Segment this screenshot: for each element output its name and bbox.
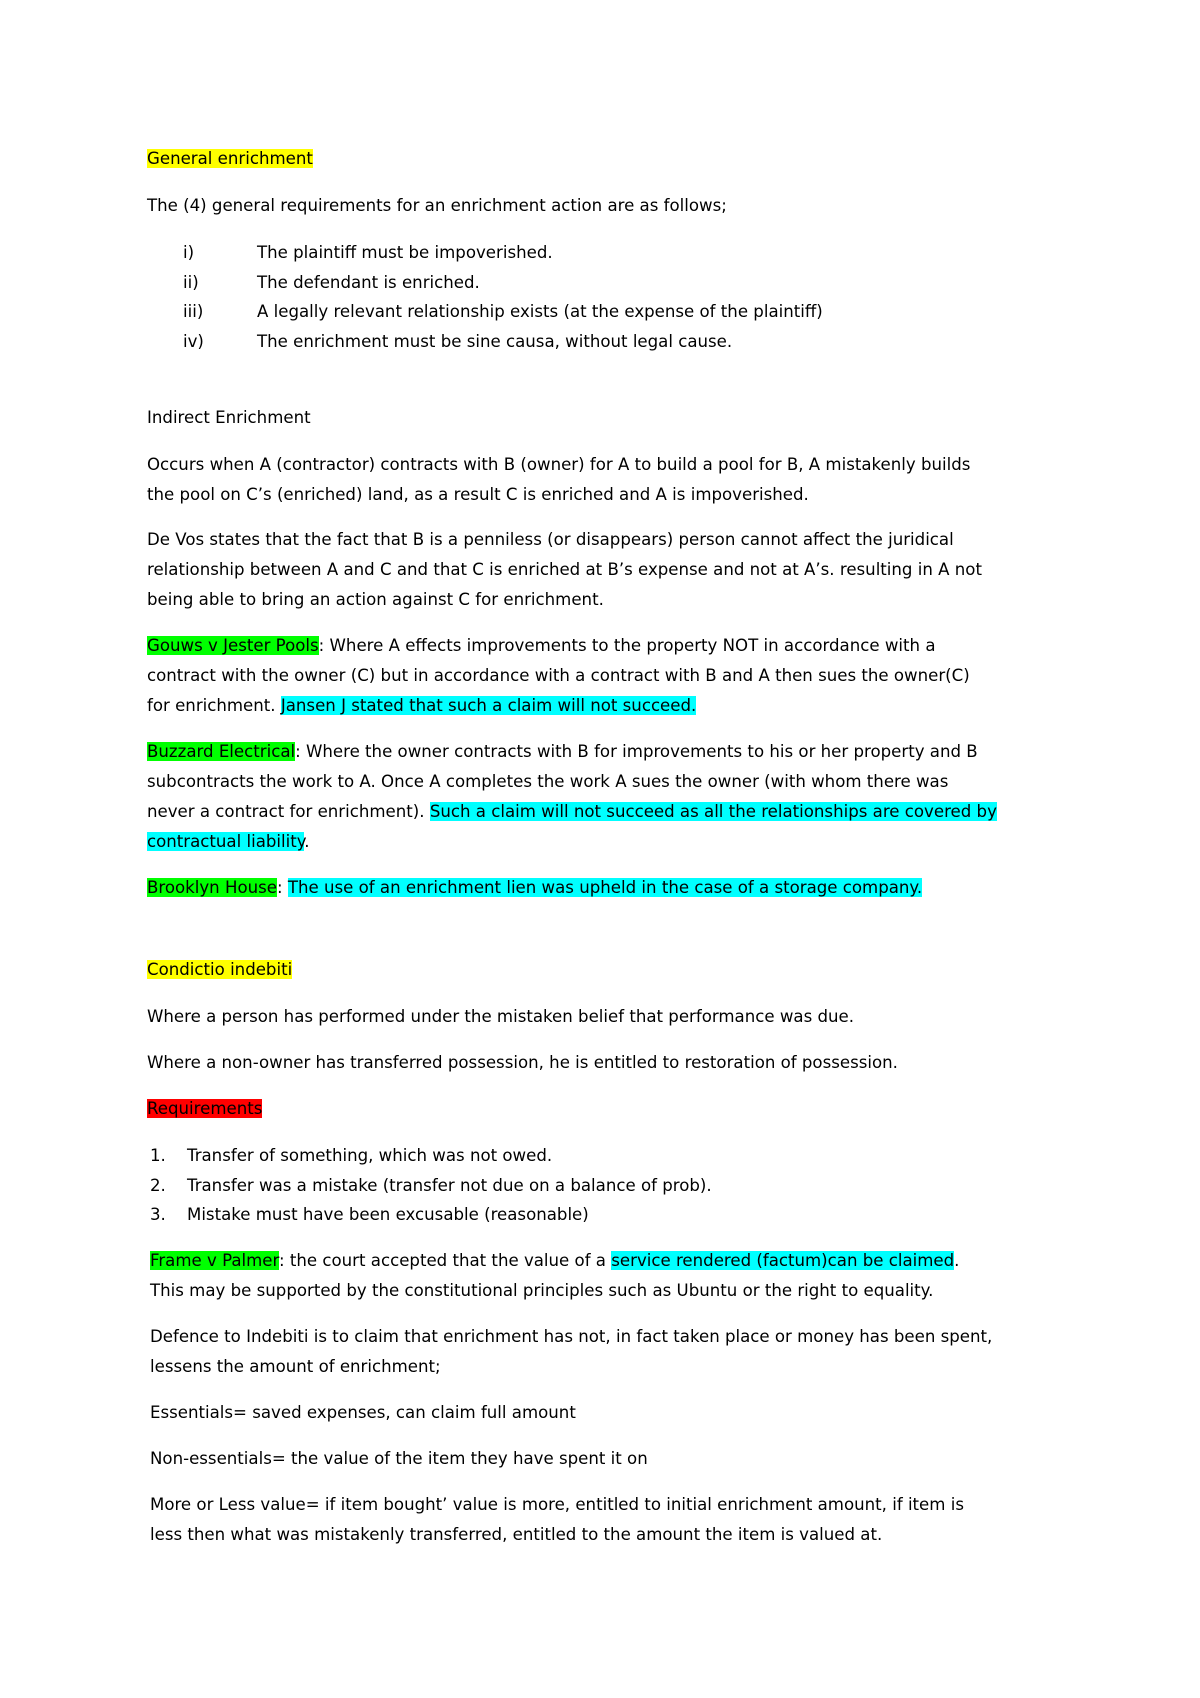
case-holding: The use of an enrichment lien was upheld in the case of a storage company. <box>287 878 923 897</box>
paragraph-line: lessens the amount of enrichment; <box>150 1357 441 1376</box>
list-item: The defendant is enriched. <box>257 273 480 292</box>
case-name: Gouws v Jester Pools <box>147 636 319 655</box>
section-heading-condictio-indebiti: Condictio indebiti <box>147 960 293 979</box>
paragraph-line: Where a person has performed under the mistaken belief that performance was due. <box>147 1007 855 1026</box>
list-item-number: 1. <box>150 1146 166 1165</box>
case-name: Frame v Palmer <box>150 1251 280 1270</box>
case-name: Buzzard Electrical <box>147 742 296 761</box>
paragraph-line: being able to bring an action against C for enrichment. <box>147 590 604 609</box>
general-intro: The (4) general requirements for an enrichment action are as follows; <box>147 196 727 215</box>
case-holding: service rendered (factum)can be claimed <box>611 1251 955 1270</box>
requirements-heading: Requirements <box>147 1099 263 1118</box>
case-paragraph-frame: Frame v Palmer: the court accepted that the value of a service rendered (factum)can be claimed. <box>150 1251 960 1270</box>
paragraph-line: Non-essentials= the value of the item they have spent it on <box>150 1449 648 1468</box>
list-item-number: i) <box>183 243 195 262</box>
list-item-number: iv) <box>183 332 204 351</box>
list-item: Transfer of something, which was not owed. <box>187 1146 553 1165</box>
list-item-number: 3. <box>150 1205 166 1224</box>
list-item: The plaintiff must be impoverished. <box>257 243 553 262</box>
paragraph-line: contract with the owner (C) but in accordance with a contract with B and A then sues the owner(C) <box>147 666 970 685</box>
paragraph-line: Essentials= saved expenses, can claim full amount <box>150 1403 576 1422</box>
list-item: A legally relevant relationship exists (at the expense of the plaintiff) <box>257 302 823 321</box>
section-heading-indirect-enrichment: Indirect Enrichment <box>147 408 311 427</box>
paragraph-line: De Vos states that the fact that B is a penniless (or disappears) person cannot affect the juridical <box>147 530 954 549</box>
list-item-number: 2. <box>150 1176 166 1195</box>
paragraph-line: for enrichment. Jansen J stated that such a claim will not succeed. <box>147 696 697 715</box>
list-item-number: ii) <box>183 273 199 292</box>
paragraph-line: never a contract for enrichment). Such a claim will not succeed as all the relationships are covered by <box>147 802 997 821</box>
paragraph-line: Occurs when A (contractor) contracts with B (owner) for A to build a pool for B, A mistakenly builds <box>147 455 971 474</box>
case-holding: Such a claim will not succeed as all the relationships are covered by <box>429 802 997 821</box>
list-item: Mistake must have been excusable (reasonable) <box>187 1205 589 1224</box>
list-item: The enrichment must be sine causa, without legal cause. <box>257 332 733 351</box>
case-holding: Jansen J stated that such a claim will not succeed. <box>280 696 697 715</box>
paragraph-line: subcontracts the work to A. Once A completes the work A sues the owner (with whom there was <box>147 772 949 791</box>
case-paragraph-gouws: Gouws v Jester Pools: Where A effects improvements to the property NOT in accordance with a <box>147 636 936 655</box>
section-heading-general-enrichment: General enrichment <box>147 149 313 168</box>
case-paragraph-brooklyn: Brooklyn House: The use of an enrichment lien was upheld in the case of a storage company. <box>147 878 923 897</box>
case-paragraph-buzzard: Buzzard Electrical: Where the owner contracts with B for improvements to his or her property and B <box>147 742 978 761</box>
case-name: Brooklyn House <box>147 878 277 897</box>
list-item-number: iii) <box>183 302 204 321</box>
case-holding: contractual liability <box>147 832 305 851</box>
paragraph-line: This may be supported by the constitutional principles such as Ubuntu or the right to equality. <box>150 1281 934 1300</box>
paragraph-line: the pool on C’s (enriched) land, as a result C is enriched and A is impoverished. <box>147 485 809 504</box>
paragraph-line: relationship between A and C and that C is enriched at B’s expense and not at A’s. resulting in A not <box>147 560 982 579</box>
paragraph-line: less then what was mistakenly transferred, entitled to the amount the item is valued at. <box>150 1525 883 1544</box>
paragraph-line: contractual liability. <box>147 832 310 851</box>
list-item: Transfer was a mistake (transfer not due on a balance of prob). <box>187 1176 712 1195</box>
paragraph-line: More or Less value= if item bought’ value is more, entitled to initial enrichment amount, if item is <box>150 1495 964 1514</box>
paragraph-line: Where a non-owner has transferred possession, he is entitled to restoration of possession. <box>147 1053 898 1072</box>
paragraph-line: Defence to Indebiti is to claim that enrichment has not, in fact taken place or money has been spent, <box>150 1327 993 1346</box>
